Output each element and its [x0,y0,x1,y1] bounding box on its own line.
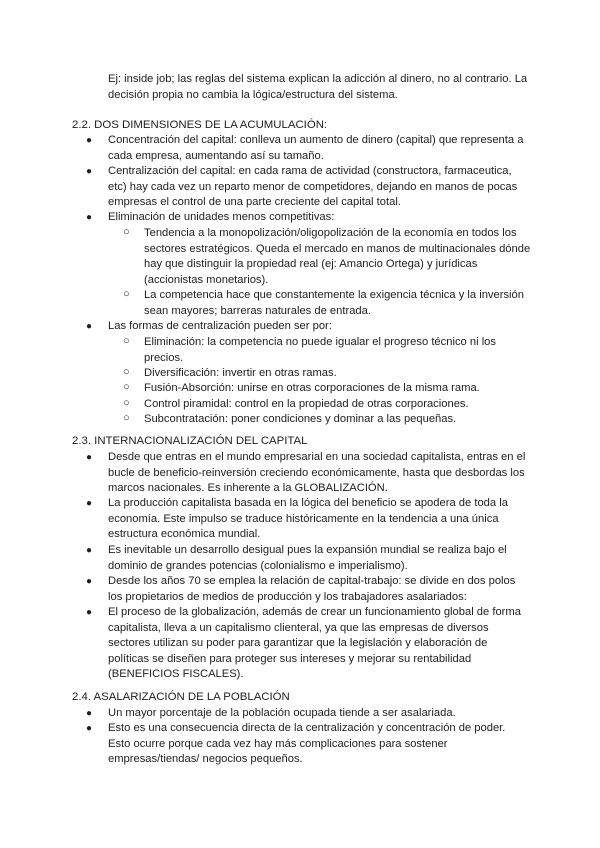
list-item [86,450,526,497]
intro-line: decisión propia no cambia la lógica/estructura del sistema. [108,88,398,101]
list-item-line: empresas/tiendas/ negocios pequeños. [108,753,303,765]
bullet-icon: ● [86,452,93,463]
list-item-line: dominio de grandes potencias (colonialismo e imperialismo). [108,559,408,572]
list-item-line: Eliminación: la competencia no puede igualar el progreso técnico ni los [144,336,496,348]
bullet-icon: ● [86,576,93,587]
list-item [86,721,506,768]
list-item-line: Subcontratación: poner condiciones y dominar a las pequeñas. [144,413,457,425]
bullet-icon: ● [86,545,93,556]
list-item-line: los propietarios de medios de producción y los trabajadores asalariados: [108,590,467,603]
list-item-line: Desde que entras en el mundo empresarial en una sociedad capitalista, entras en el [108,451,526,463]
list-item-line: políticas se diseñen para proteger sus intereses y mejorar su rentabilidad [108,652,472,665]
list-item-line: Control piramidal: control en la propiedad de otras corporaciones. [144,398,469,410]
sub-list-item [123,226,531,288]
bullet-icon: ● [86,607,93,618]
list-item-line: hay que distinguir la propiedad real (ej: Amancio Ortega) y jurídicas [144,258,478,270]
section-heading-text: 2.4. ASALARIZACIÓN DE LA POBLACIÓN [72,691,290,703]
section-heading-text: 2.2. DOS DIMENSIONES DE LA ACUMULACIÓN: [72,119,328,131]
list-item-line: Eliminación de unidades menos competitivas: [108,211,335,223]
list-item [86,605,521,683]
section-heading-text: 2.3. INTERNACIONALIZACIÓN DEL CAPITAL [72,435,308,447]
bullet-icon: ● [86,723,93,734]
list-item-line: marcos nacionales. Es inherente a la GLOBALIZACIÓN. [108,482,388,494]
list-item-line: (BENEFICIOS FISCALES). [108,668,244,680]
list-item-line: Un mayor porcentaje de la población ocupada tiende a ser asalariada. [108,707,456,719]
circle-bullet-icon: ○ [123,397,130,409]
list-item-line: Fusión-Absorción: unirse en otras corporaciones de la misma rama. [144,382,480,394]
list-item-line: economía. Este impulso se traduce históricamente en la tendencia a una única [108,512,499,525]
list-item-line: (accionistas monetarios). [144,273,269,286]
sub-list-item [123,412,457,428]
list-item-line: cada empresa, aumentando así su tamaño. [108,149,324,162]
bullet-icon: ● [86,708,93,719]
list-item-line: Es inevitable un desarrollo desigual pues la expansión mundial se realiza bajo el [108,544,507,556]
list-item [86,164,518,211]
list-item [86,496,508,543]
list-item-line: La producción capitalista basada en la lógica del beneficio se apodera de toda la [108,497,508,509]
list-item-line: sean mayores; barreras naturales de entrada. [144,304,371,317]
bullet-icon: ● [86,498,93,509]
bullet-icon: ● [86,212,93,223]
circle-bullet-icon: ○ [123,381,130,393]
list-item-line: capitalista, lleva a un capitalismo clienteral, ya que las empresas de diversos [108,621,489,634]
circle-bullet-icon: ○ [123,366,130,378]
sub-list-item [123,381,480,397]
bullet-icon: ● [86,135,93,146]
list-item-line: Desde los años 70 se emplea la relación de capital-trabajo: se divide en dos polos [108,575,516,587]
sub-list-item [123,288,524,319]
list-item-line: etc) hay cada vez un reparto menor de competidores, dejando en manos de pocas [108,180,518,193]
bullet-icon: ● [86,321,93,332]
list-item-line: Centralización del capital: en cada rama de actividad (constructora, farmaceutica, [108,165,512,177]
list-item-line: bucle de beneficio-reinversión creciendo económicamente, hasta que desbordas los [108,466,525,479]
list-item-line: empresas el control de una parte creciente del capital total. [108,196,401,208]
list-item [86,319,332,335]
list-item-line: El proceso de la globalización, además de crear un funcionamiento global de forma [108,606,521,618]
sub-list-item [123,397,469,413]
list-item [86,210,335,226]
circle-bullet-icon: ○ [123,412,130,424]
list-item [86,706,456,722]
list-item [86,133,524,164]
circle-bullet-icon: ○ [123,335,130,347]
list-item-line: Diversificación: invertir en otras ramas. [144,367,337,379]
list-item-line: sectores estratégicos. Queda el mercado en manos de multinacionales dónde [144,242,531,255]
list-item-line: Las formas de centralización pueden ser por: [108,320,332,332]
sub-list-item [123,335,496,366]
list-item-line: estructura económica mundial. [108,528,261,540]
list-item-line: La competencia hace que constantemente la exigencia técnica y la inversión [144,289,524,301]
list-item [86,574,516,605]
list-item-line: Esto ocurre porque cada vez hay más complicaciones para sostener [108,737,448,750]
intro-line: Ej: inside job; las reglas del sistema explican la adicción al dinero, no al contrario. La [108,73,528,85]
bullet-icon: ● [86,166,93,177]
list-item-line: sectores utilizan su poder para garantizar que la legislación y elaboración de [108,637,488,649]
list-item-line: precios. [144,351,184,364]
circle-bullet-icon: ○ [123,288,130,300]
circle-bullet-icon: ○ [123,226,130,238]
list-item-line: Tendencia a la monopolización/oligopolización de la economía en todos los [144,227,517,239]
list-item-line: Concentración del capital: conlleva un aumento de dinero (capital) que representa a [108,134,524,146]
list-item [86,543,507,574]
list-item-line: Esto es una consecuencia directa de la centralización y concentración de poder. [108,722,506,734]
sub-list-item [123,366,337,382]
